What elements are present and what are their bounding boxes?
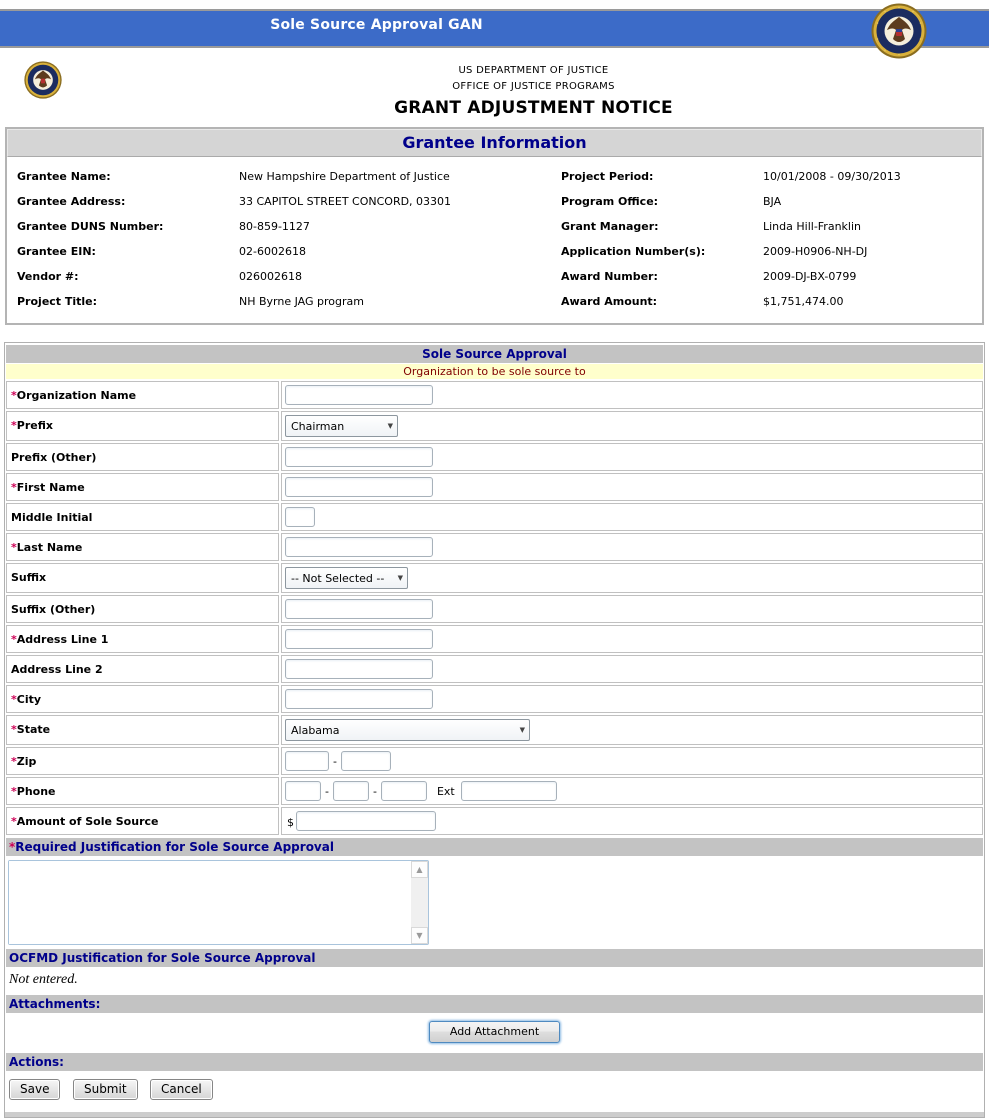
row-organization-name [6,381,983,409]
attachments-row [6,1014,983,1052]
row-address-line-2 [6,655,983,683]
phone-ext-label: Ext [436,784,455,798]
letterhead-line1: US DEPARTMENT OF JUSTICE [458,65,609,76]
grantee-field-label: Grant Manager: [561,220,659,233]
zip-input[interactable] [285,751,329,771]
last-name-input[interactable] [285,537,433,557]
ocfmd-justification-header: OCFMD Justification for Sole Source Approval [6,949,983,967]
grantee-field-value: 10/01/2008 - 09/30/2013 [763,170,901,183]
address-line-1-label: *Address Line 1 [6,625,279,653]
last-name-label: *Last Name [6,533,279,561]
scroll-down-icon[interactable]: ▼ [411,927,428,944]
letterhead-line2: OFFICE OF JUSTICE PROGRAMS [452,81,615,92]
required-marker: * [9,840,16,854]
grantee-field-label: Award Amount: [561,295,658,308]
prefix-other-input[interactable] [285,447,433,467]
city-label: *City [6,685,279,713]
dollar-sign: $ [287,815,294,829]
suffix-select-value: -- Not Selected -- [291,571,385,585]
grantee-grid [7,157,982,323]
city-input[interactable] [285,689,433,709]
add-attachment-button[interactable]: Add Attachment [429,1021,560,1043]
grantee-field-value: BJA [763,195,782,208]
grantee-row [7,164,982,189]
prefix-select-value: Chairman [291,419,345,433]
letterhead [0,57,989,125]
dropdown-arrow-icon: ▼ [397,574,403,582]
grantee-field-label: Application Number(s): [561,245,706,258]
grantee-field-value: 80-859-1127 [239,220,310,233]
phone-label: *Phone [6,777,279,805]
row-prefix-other [6,443,983,471]
suffix-other-label: Suffix (Other) [6,595,279,623]
attachments-header: Attachments: [6,995,983,1013]
required-marker: * [11,481,17,494]
prefix-label: *Prefix [6,411,279,441]
state-select[interactable] [285,719,530,741]
grantee-field-label: Award Number: [561,270,658,283]
first-name-input[interactable] [285,477,433,497]
required-marker: * [11,633,17,646]
state-label: *State [6,715,279,745]
required-marker: * [11,389,17,402]
row-suffix [6,563,983,593]
row-last-name [6,533,983,561]
grantee-row [7,214,982,239]
row-zip [6,747,983,775]
row-state [6,715,983,745]
row-phone [6,777,983,805]
zip-label: *Zip [6,747,279,775]
grantee-information-box [5,127,984,325]
sole-source-approval-box [4,342,985,1118]
actions-header: Actions: [6,1053,983,1071]
doj-seal-small-icon [24,61,62,99]
required-marker: * [11,815,17,828]
grantee-field-value: 33 CAPITOL STREET CONCORD, 03301 [239,195,452,208]
phone-line-input[interactable] [381,781,427,801]
grantee-field-label: Grantee EIN: [17,245,96,258]
justification-textarea[interactable] [9,861,411,944]
amount-label: *Amount of Sole Source [6,807,279,835]
required-marker: * [11,419,17,432]
grantee-field-label: Project Title: [17,295,98,308]
address-line-2-label: Address Line 2 [6,655,279,683]
required-justification-header: *Required Justification for Sole Source Approval [6,838,983,856]
address-line-1-input[interactable] [285,629,433,649]
phone-ext-input[interactable] [461,781,557,801]
first-name-label: *First Name [6,473,279,501]
grantee-field-label: Vendor #: [17,270,79,283]
phone-separator: - [372,784,377,798]
grantee-field-value: 026002618 [239,270,302,283]
page-title: Sole Source Approval GAN [270,17,483,33]
suffix-label: Suffix [6,563,279,593]
suffix-other-input[interactable] [285,599,433,619]
grantee-field-value: NH Byrne JAG program [239,295,364,308]
row-suffix-other [6,595,983,623]
organization-name-input[interactable] [285,385,433,405]
form-title: Sole Source Approval [6,345,983,363]
ocfmd-justification-value: Not entered. [9,972,78,987]
doj-seal-icon [871,3,927,59]
prefix-select[interactable] [285,415,398,437]
grantee-field-value: $1,751,474.00 [763,295,844,308]
top-banner [0,0,989,57]
zip-plus4-input[interactable] [341,751,391,771]
grantee-field-label: Grantee Name: [17,170,111,183]
bottom-divider [5,1112,984,1117]
actions-row [6,1072,983,1110]
middle-initial-label: Middle Initial [6,503,279,531]
justification-textarea-frame [8,860,429,945]
phone-prefix-input[interactable] [333,781,369,801]
grantee-row [7,189,982,214]
grantee-field-label: Program Office: [561,195,659,208]
phone-area-input[interactable] [285,781,321,801]
save-button[interactable]: Save [9,1079,60,1100]
row-amount [6,807,983,835]
required-marker: * [11,693,17,706]
required-marker: * [11,723,17,736]
grantee-field-label: Project Period: [561,170,654,183]
amount-input[interactable] [296,811,436,831]
letterhead-title: GRANT ADJUSTMENT NOTICE [394,98,673,118]
grantee-row [7,289,982,314]
submit-button[interactable]: Submit [73,1079,138,1100]
grantee-field-label: Grantee Address: [17,195,126,208]
row-first-name [6,473,983,501]
address-line-2-input[interactable] [285,659,433,679]
grantee-field-value: 02-6002618 [239,245,306,258]
justification-row [8,860,983,945]
state-select-value: Alabama [291,723,340,737]
grantee-field-value: Linda Hill-Franklin [763,220,862,233]
organization-name-label: *Organization Name [6,381,279,409]
grantee-field-value: New Hampshire Department of Justice [239,170,450,183]
cancel-button[interactable]: Cancel [150,1079,213,1100]
middle-initial-input[interactable] [285,507,315,527]
dropdown-arrow-icon: ▼ [519,726,525,734]
zip-separator: - [333,754,337,768]
grantee-field-label: Grantee DUNS Number: [17,220,164,233]
required-marker: * [11,785,17,798]
grantee-field-value: 2009-DJ-BX-0799 [763,270,857,283]
dropdown-arrow-icon: ▼ [387,422,393,430]
textarea-scrollbar[interactable] [411,861,428,944]
required-marker: * [11,755,17,768]
grantee-row [7,239,982,264]
grantee-field-value: 2009-H0906-NH-DJ [763,245,868,258]
required-marker: * [11,541,17,554]
scroll-up-icon[interactable]: ▲ [411,861,428,878]
row-prefix [6,411,983,441]
row-city [6,685,983,713]
grantee-information-title: Grantee Information [7,129,982,157]
form-subtitle: Organization to be sole source to [6,364,983,379]
phone-separator: - [325,784,329,798]
row-address-line-1 [6,625,983,653]
suffix-select[interactable] [285,567,408,589]
grantee-row [7,264,982,289]
prefix-other-label: Prefix (Other) [6,443,279,471]
row-middle-initial [6,503,983,531]
